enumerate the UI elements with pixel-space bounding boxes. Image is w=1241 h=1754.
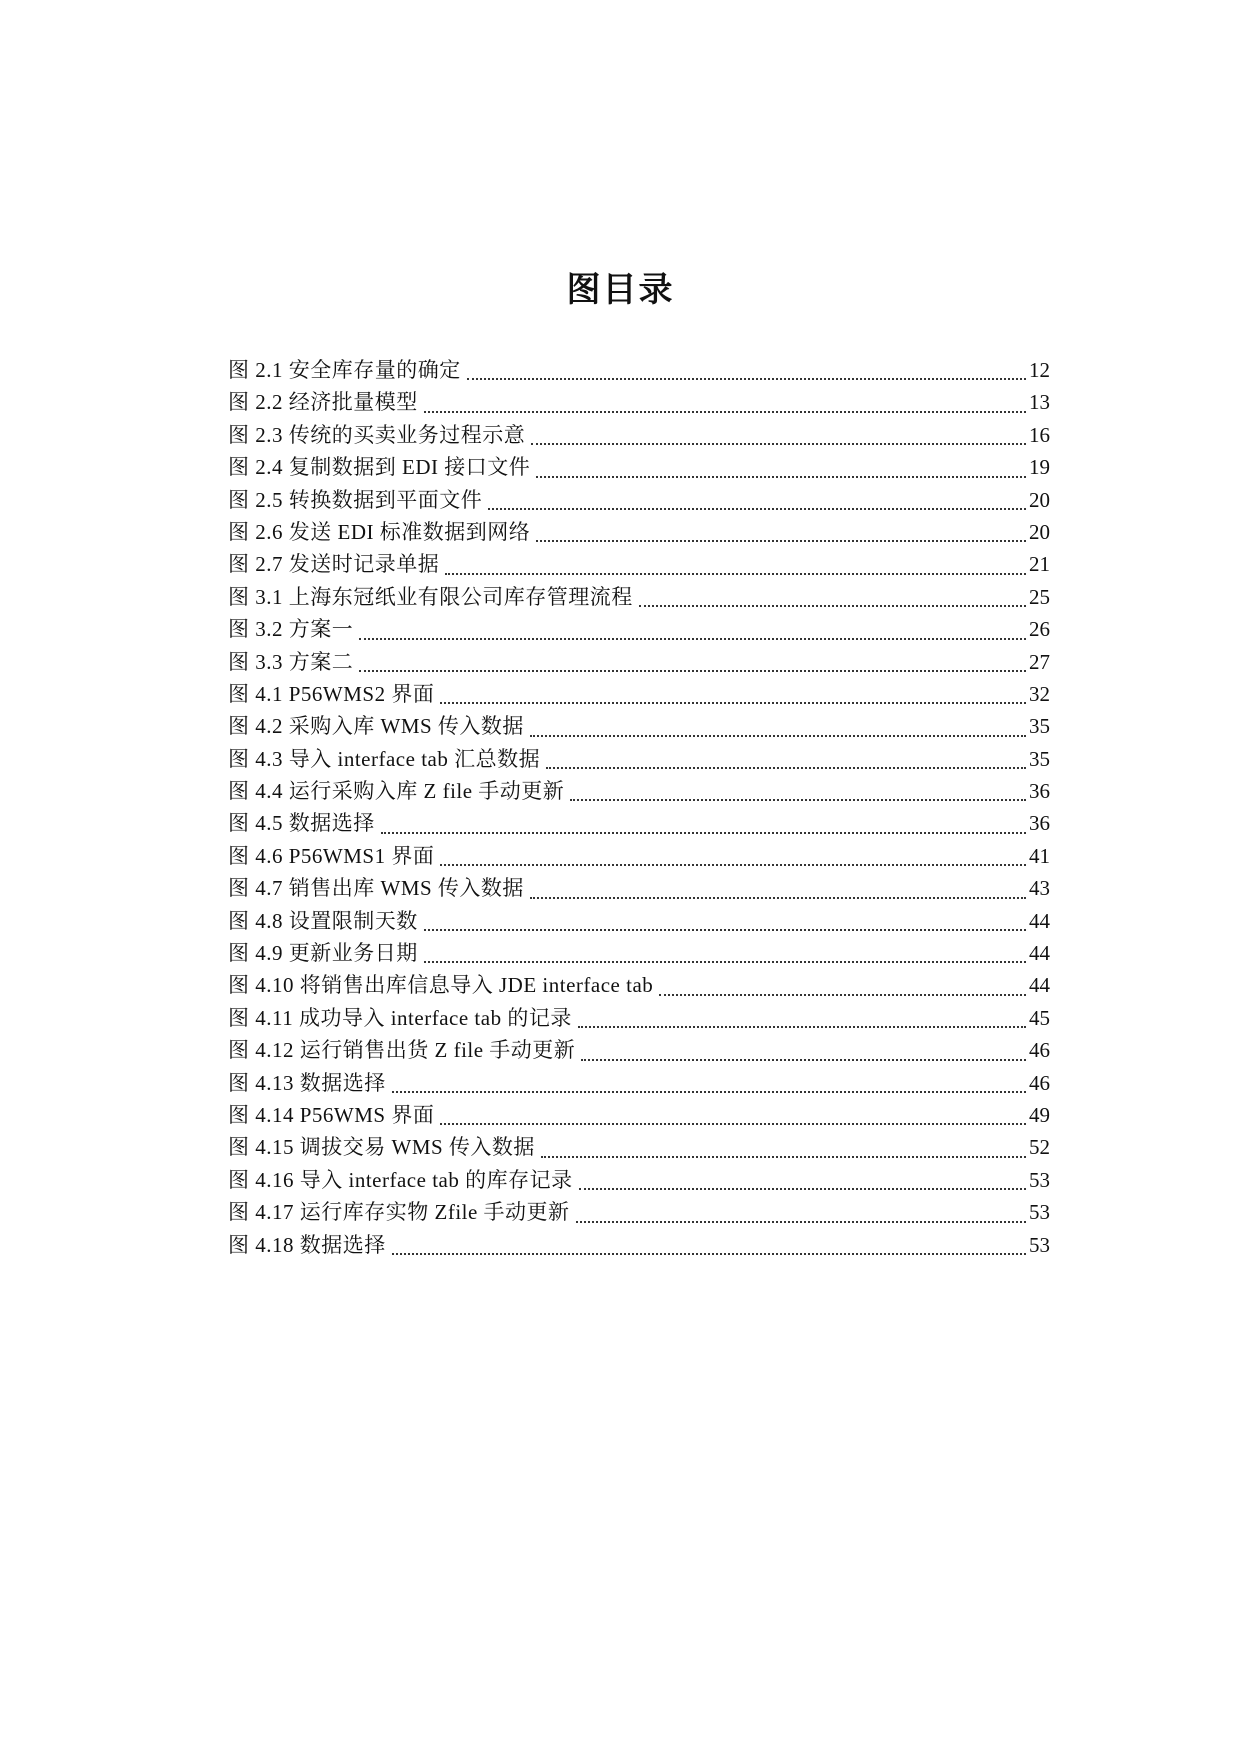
dot-leader [381, 831, 1026, 834]
toc-entry[interactable] [228, 581, 1050, 613]
dot-leader [579, 1187, 1026, 1190]
toc-entry-label: 图 2.2 经济批量模型 [228, 390, 418, 415]
toc-entry[interactable] [228, 386, 1050, 418]
toc-entry-label: 图 4.6 P56WMS1 界面 [228, 843, 435, 868]
toc-entry-page-number: 45 [1029, 1005, 1050, 1030]
dot-leader [424, 928, 1026, 931]
toc-entry-label: 图 2.1 安全库存量的确定 [228, 358, 461, 382]
toc-entry-page-number: 44 [1029, 973, 1050, 998]
toc-entry-label: 图 4.9 更新业务日期 [228, 941, 418, 966]
toc-entry-page-number: 19 [1029, 455, 1050, 480]
toc-entry[interactable] [228, 1196, 1050, 1228]
toc-entry-label: 图 4.5 数据选择 [228, 811, 375, 836]
dot-leader [578, 1025, 1026, 1028]
toc-entry[interactable] [228, 969, 1050, 1001]
toc-entry-label: 图 4.18 数据选择 [228, 1232, 386, 1257]
toc-entry[interactable] [228, 1067, 1050, 1099]
toc-entry-page-number: 20 [1029, 519, 1050, 544]
dot-leader [530, 734, 1026, 737]
dot-leader [424, 960, 1026, 963]
toc-entry-label: 图 2.4 复制数据到 EDI 接口文件 [228, 455, 531, 480]
toc-entry-page-number: 44 [1029, 908, 1050, 933]
toc-entry-page-number: 20 [1029, 487, 1050, 512]
dot-leader [445, 572, 1026, 575]
dot-leader [359, 637, 1026, 640]
toc-entry-page-number: 21 [1029, 552, 1050, 577]
toc-entry[interactable] [228, 354, 1050, 386]
toc-entry[interactable] [228, 548, 1050, 580]
toc-entry-label: 图 4.17 运行库存实物 Zfile 手动更新 [228, 1200, 570, 1225]
toc-entry-label: 图 4.7 销售出库 WMS 传入数据 [228, 876, 524, 901]
toc-entry-page-number: 43 [1029, 876, 1050, 901]
toc-entry-page-number: 52 [1029, 1135, 1050, 1160]
dot-leader [570, 798, 1026, 801]
toc-entry[interactable] [228, 678, 1050, 710]
dot-leader [546, 766, 1026, 769]
toc-entry-page-number: 53 [1029, 1200, 1050, 1225]
page-title: 图目录 [566, 270, 675, 310]
toc-entry-label: 图 4.12 运行销售出货 Z file 手动更新 [228, 1038, 576, 1063]
dot-leader [531, 442, 1026, 445]
toc-entry-label: 图 4.15 调拔交易 WMS 传入数据 [228, 1135, 535, 1160]
dot-leader [530, 896, 1026, 899]
figure-list [228, 354, 1050, 1261]
toc-entry[interactable] [228, 1164, 1050, 1196]
dot-leader [639, 604, 1026, 607]
toc-entry-page-number: 41 [1029, 843, 1050, 868]
toc-entry[interactable] [228, 710, 1050, 742]
toc-entry-page-number: 27 [1029, 649, 1050, 674]
toc-entry-page-number: 53 [1029, 1232, 1050, 1257]
toc-entry[interactable] [228, 1034, 1050, 1066]
toc-entry-label: 图 4.10 将销售出库信息导入 JDE interface tab [228, 973, 654, 998]
toc-entry-label: 图 4.13 数据选择 [228, 1070, 386, 1095]
toc-entry[interactable] [228, 775, 1050, 807]
toc-entry-page-number: 35 [1029, 714, 1050, 739]
toc-entry-label: 图 2.7 发送时记录单据 [228, 552, 440, 577]
toc-entry-page-number: 12 [1029, 358, 1050, 382]
toc-entry[interactable] [228, 1099, 1050, 1131]
toc-entry-label: 图 4.11 成功导入 interface tab 的记录 [228, 1005, 572, 1030]
dot-leader [359, 669, 1026, 672]
toc-entry-page-number: 36 [1029, 779, 1050, 804]
toc-entry[interactable] [228, 937, 1050, 969]
dot-leader [488, 507, 1026, 510]
toc-entry[interactable] [228, 484, 1050, 516]
toc-entry-label: 图 4.8 设置限制天数 [228, 908, 418, 933]
toc-entry-page-number: 36 [1029, 811, 1050, 836]
dot-leader [536, 539, 1026, 542]
dot-leader [467, 377, 1026, 380]
toc-entry[interactable] [228, 516, 1050, 548]
toc-entry[interactable] [228, 905, 1050, 937]
toc-entry-page-number: 32 [1029, 681, 1050, 706]
dot-leader [581, 1058, 1026, 1061]
toc-entry[interactable] [228, 807, 1050, 839]
toc-entry-label: 图 4.1 P56WMS2 界面 [228, 681, 435, 706]
toc-entry-page-number: 13 [1029, 390, 1050, 415]
toc-entry-label: 图 3.3 方案二 [228, 649, 354, 674]
toc-entry-label: 图 3.1 上海东冠纸业有限公司库存管理流程 [228, 584, 633, 609]
toc-entry-label: 图 3.2 方案一 [228, 617, 354, 642]
toc-entry-label: 图 2.5 转换数据到平面文件 [228, 487, 483, 512]
toc-entry-label: 图 2.6 发送 EDI 标准数据到网络 [228, 519, 531, 544]
toc-entry-page-number: 53 [1029, 1167, 1050, 1192]
toc-entry[interactable] [228, 1002, 1050, 1034]
dot-leader [440, 701, 1026, 704]
toc-entry-page-number: 46 [1029, 1070, 1050, 1095]
dot-leader [392, 1090, 1026, 1093]
toc-entry-label: 图 4.4 运行采购入库 Z file 手动更新 [228, 779, 565, 804]
toc-entry[interactable] [228, 1229, 1050, 1261]
toc-entry[interactable] [228, 451, 1050, 483]
toc-entry-label: 图 2.3 传统的买卖业务过程示意 [228, 422, 526, 447]
toc-entry[interactable] [228, 1131, 1050, 1163]
toc-entry[interactable] [228, 840, 1050, 872]
dot-leader [440, 863, 1026, 866]
toc-entry[interactable] [228, 419, 1050, 451]
toc-entry-page-number: 44 [1029, 941, 1050, 966]
toc-entry-label: 图 4.14 P56WMS 界面 [228, 1102, 435, 1127]
toc-entry[interactable] [228, 646, 1050, 678]
toc-entry[interactable] [228, 743, 1050, 775]
toc-entry-page-number: 46 [1029, 1038, 1050, 1063]
dot-leader [440, 1122, 1026, 1125]
toc-entry-page-number: 16 [1029, 422, 1050, 447]
toc-entry-page-number: 26 [1029, 617, 1050, 642]
toc-entry-page-number: 25 [1029, 584, 1050, 609]
dot-leader [541, 1155, 1026, 1158]
toc-entry-label: 图 4.16 导入 interface tab 的库存记录 [228, 1167, 573, 1192]
dot-leader [576, 1220, 1026, 1223]
toc-entry-label: 图 4.3 导入 interface tab 汇总数据 [228, 746, 541, 771]
toc-entry[interactable] [228, 613, 1050, 645]
dot-leader [536, 475, 1026, 478]
toc-entry-page-number: 35 [1029, 746, 1050, 771]
toc-entry-label: 图 4.2 采购入库 WMS 传入数据 [228, 714, 524, 739]
toc-entry-page-number: 49 [1029, 1102, 1050, 1127]
dot-leader [392, 1252, 1026, 1255]
dot-leader [424, 410, 1026, 413]
dot-leader [659, 993, 1026, 996]
toc-entry[interactable] [228, 872, 1050, 904]
